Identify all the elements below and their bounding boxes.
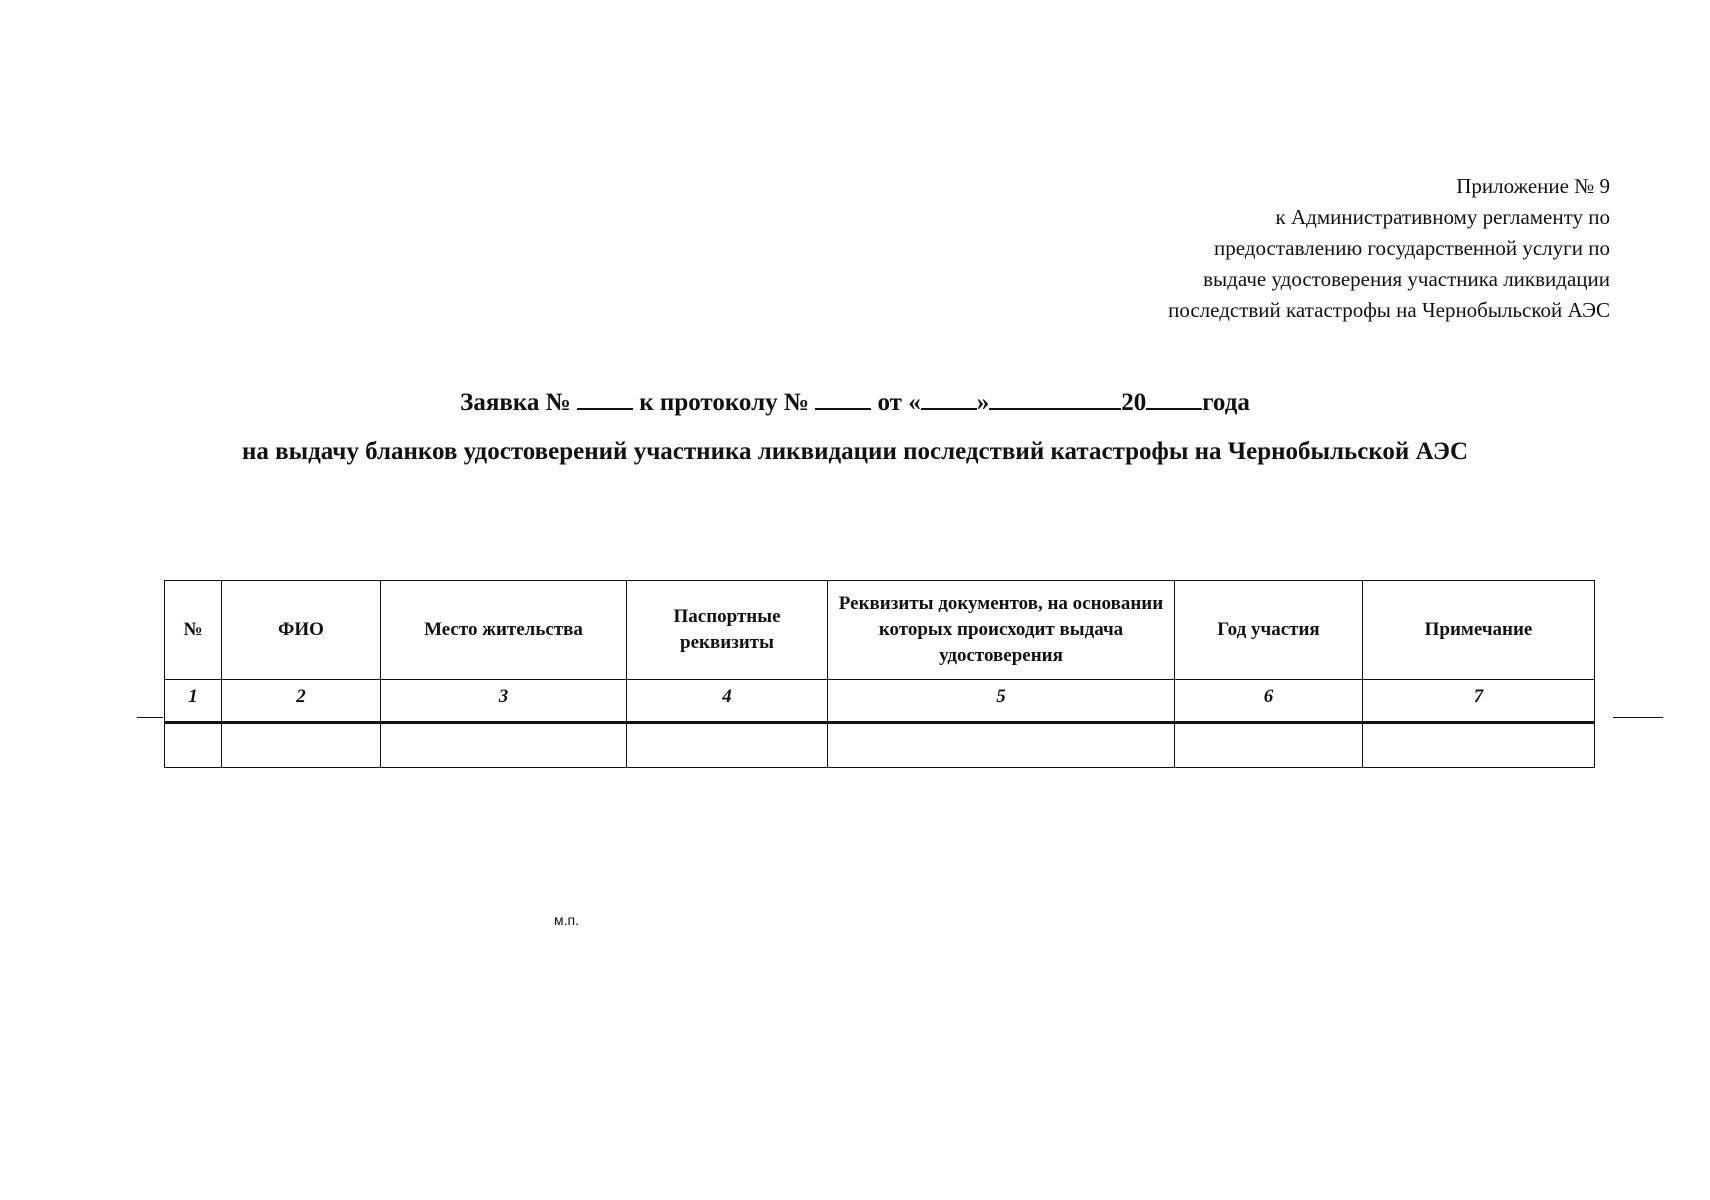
quote-close: » [976,389,990,416]
table-cell[interactable] [165,723,222,768]
year-suffix: года [1202,389,1250,416]
year-prefix: 20 [1121,389,1147,416]
application-number-field[interactable] [577,386,633,410]
appendix-reference [990,171,1610,326]
column-number-row [165,680,1595,723]
column-number: 7 [1363,680,1595,723]
right-margin-mark [1613,717,1663,718]
appendix-line: последствий катастрофы на Чернобыльской АЭС [1168,298,1610,322]
header-passport: Паспортные реквизиты [627,581,828,680]
table-header-row [165,581,1595,680]
header-full-name: ФИО [222,581,381,680]
table-cell[interactable] [828,723,1175,768]
appendix-line: предоставлению государственной услуги по [1214,236,1610,260]
header-year: Год участия [1175,581,1363,680]
table-cell[interactable] [222,723,381,768]
table-cell[interactable] [627,723,828,768]
header-number: № [165,581,222,680]
table-cell[interactable] [1175,723,1363,768]
from-label: от « [877,389,921,416]
column-number: 2 [222,680,381,723]
appendix-line: к Административному регламенту по [1275,205,1610,229]
table-row [165,723,1595,768]
application-title [0,386,1710,417]
application-label: Заявка № [460,389,571,416]
appendix-line: выдаче удостоверения участника ликвидации [1203,267,1610,291]
stamp-place-label: м.п. [554,912,579,928]
day-field[interactable] [921,386,977,410]
year-field[interactable] [1146,386,1202,410]
application-subtitle: на выдачу бланков удостоверений участника ликвидации последствий катастрофы на Чернобыльской АЭС [241,438,1469,465]
appendix-line: Приложение № 9 [1456,174,1610,198]
table-cell[interactable] [381,723,627,768]
header-documents: Реквизиты документов, на основании которых происходит выдача удостоверения [828,581,1175,680]
month-field[interactable] [989,386,1121,410]
column-number: 5 [828,680,1175,723]
protocol-label: к протоколу № [639,389,809,416]
table-cell[interactable] [1363,723,1595,768]
protocol-number-field[interactable] [815,386,871,410]
column-number: 6 [1175,680,1363,723]
left-margin-mark [137,717,163,718]
column-number: 4 [627,680,828,723]
header-note: Примечание [1363,581,1595,680]
header-residence: Место жительства [381,581,627,680]
column-number: 3 [381,680,627,723]
application-table [164,580,1595,768]
column-number: 1 [165,680,222,723]
